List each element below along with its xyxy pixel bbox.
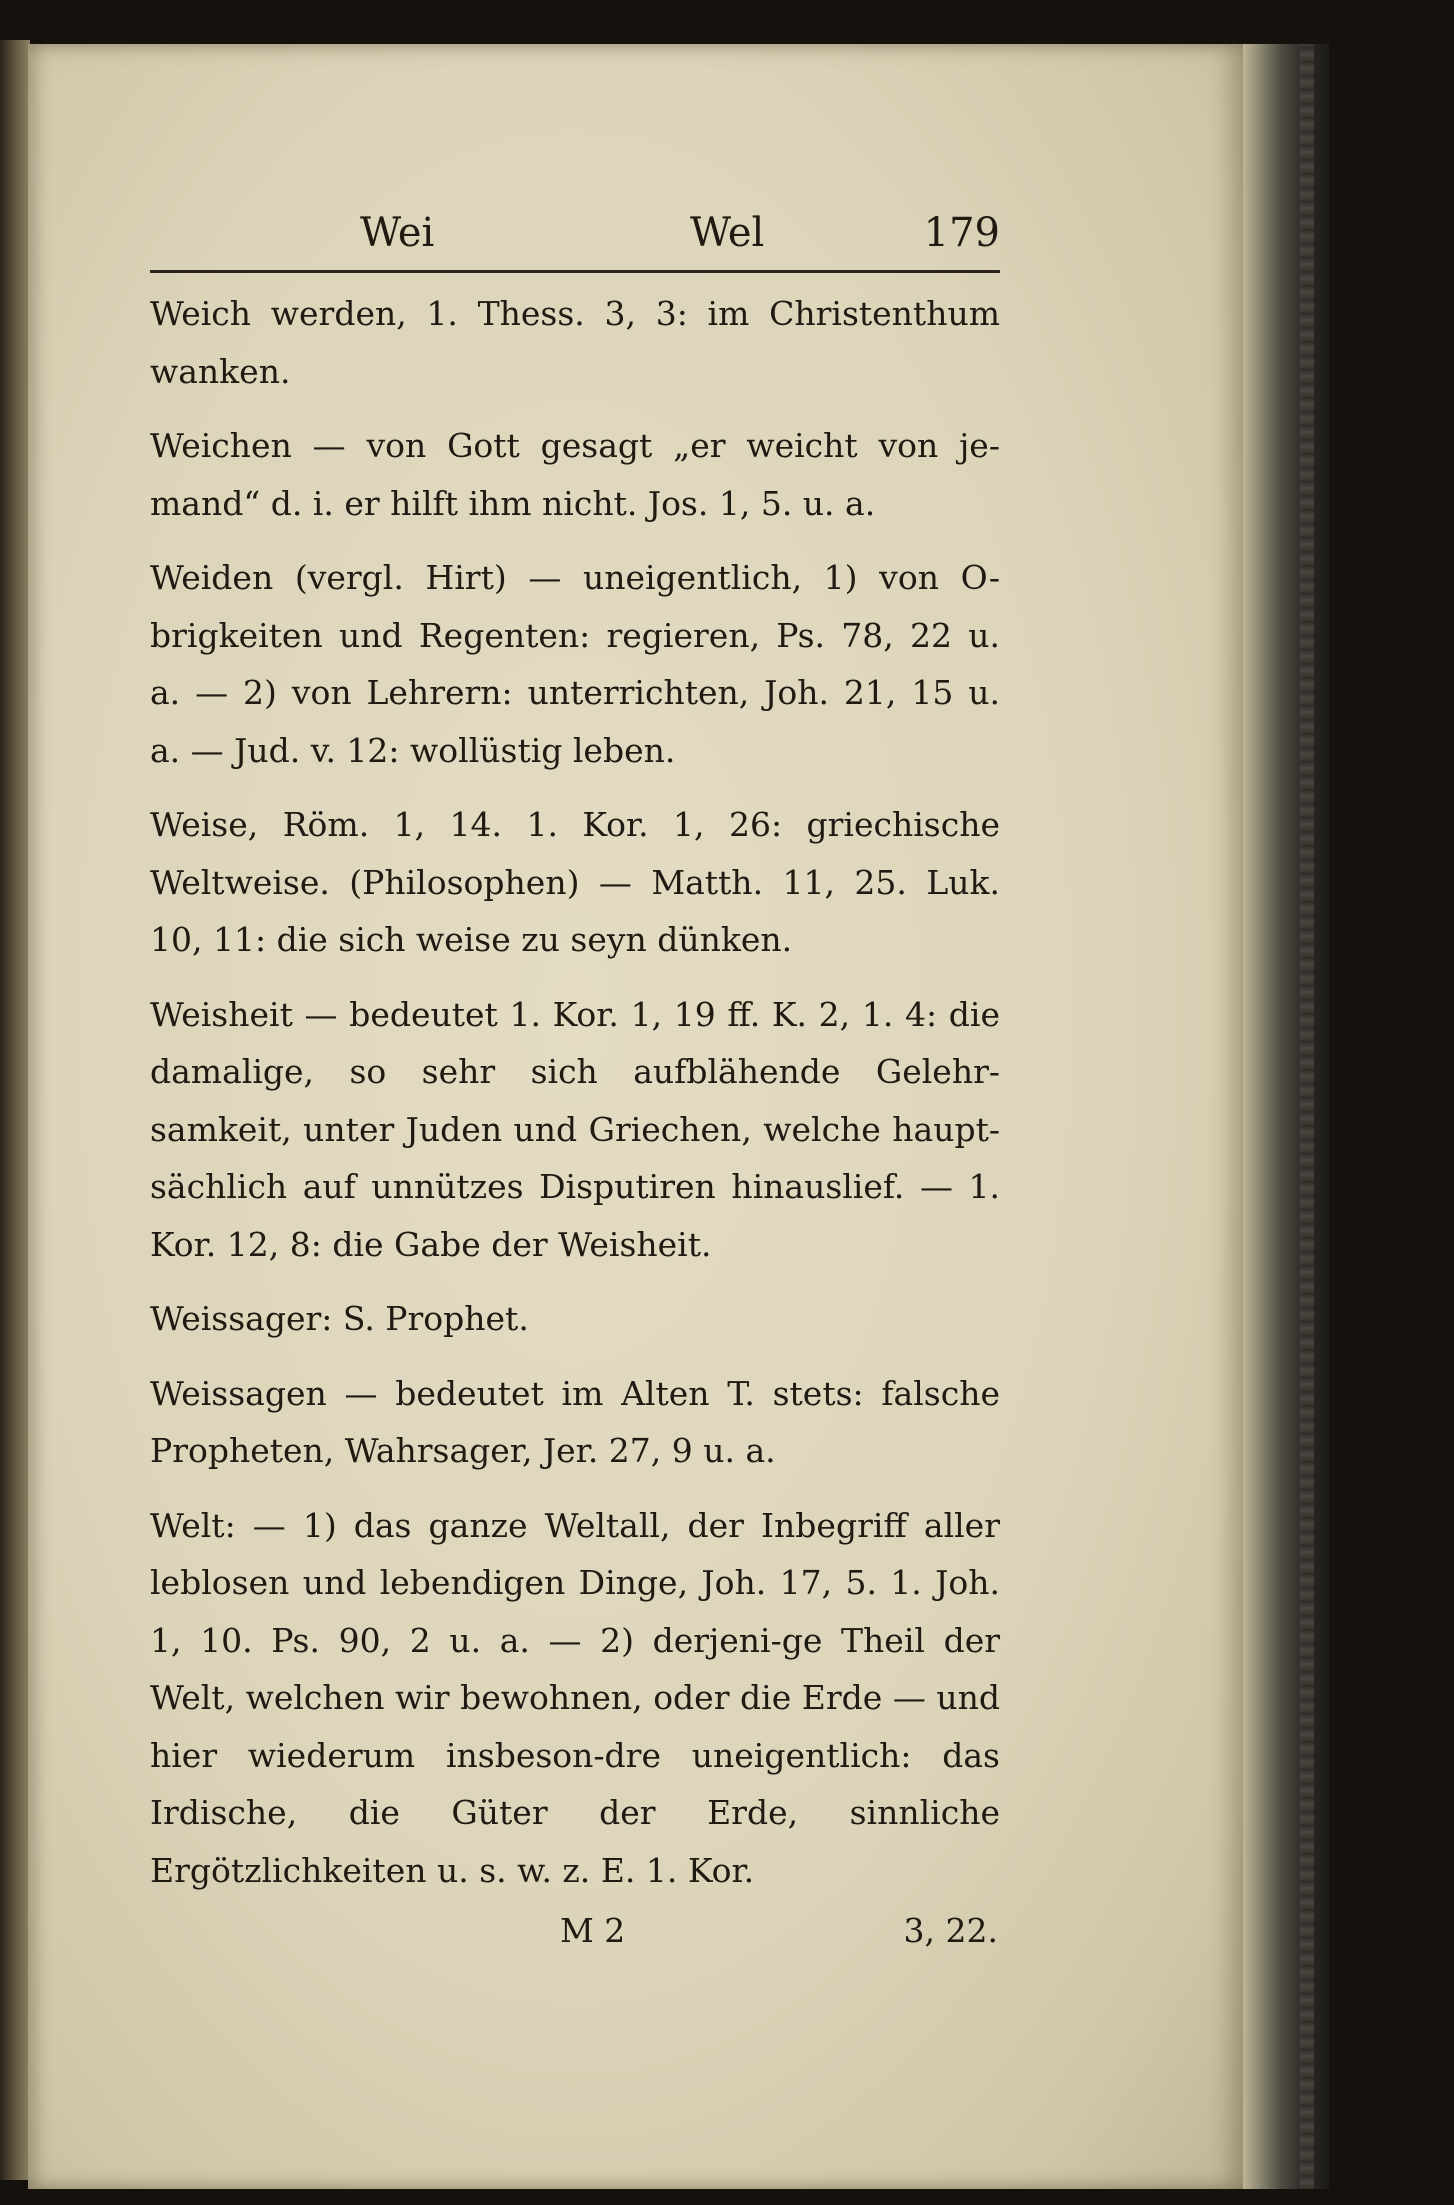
page-footer xyxy=(150,1901,1000,1961)
signature-mark: M 2 xyxy=(560,1911,626,1950)
entry-weiden: Weiden (vergl. Hirt) — uneigentlich, 1) von O-brigkeiten und Regenten: regieren, Ps. 78, 22 u. a. — 2) von Lehrern: unterrichten, Joh. 21, 15 u. a. — Jud. v. 12: wollüstig leben. xyxy=(150,558,1000,770)
header-center-keyword: Wel xyxy=(690,210,765,256)
entry-weisheit: Weisheit — bedeutet 1. Kor. 1, 19 ff. K. 2, 1. 4: die damalige, so sehr sich aufblähende Gelehr-samkeit, unter Juden und Griechen, welche haupt-sächlich auf unnützes Disputiren hinauslief. — 1. Kor. 12, 8: die Gabe der Weisheit. xyxy=(150,994,1000,1264)
spine-binding-edge xyxy=(1300,44,1314,2189)
header-rule xyxy=(150,270,1000,273)
entry-weichen: Weichen — von Gott gesagt „er weicht von je-mand“ d. i. er hilft ihm nicht. Jos. 1, 5. u. a. xyxy=(150,426,1000,523)
text-block xyxy=(150,200,1000,1961)
entry-weich-werden: Weich werden, 1. Thess. 3, 3: im Christenthum wanken. xyxy=(150,294,1000,391)
header-left-keyword: Wei xyxy=(360,210,435,256)
catchword: 3, 22. xyxy=(903,1911,998,1950)
entry-welt: Welt: — 1) das ganze Weltall, der Inbegriff aller leblosen und lebendigen Dinge, Joh. 17, 5. 1. Joh. 1, 10. Ps. 90, 2 u. a. — 2) derjeni-ge Theil der Welt, welchen wir bewohnen, oder die Erde — und hier wiederum insbeson-dre uneigentlich: das Irdische, die Güter der Erde, sinnliche Ergötzlichkeiten u. s. w. z. E. 1. Kor. xyxy=(150,1505,1000,1890)
page-number: 179 xyxy=(923,210,1000,256)
running-header xyxy=(150,200,1000,266)
entry-weissager: Weissager: S. Prophet. xyxy=(150,1299,529,1338)
book-spine xyxy=(1243,44,1329,2189)
facing-page-edge xyxy=(0,40,30,2180)
entry-weise: Weise, Röm. 1, 14. 1. Kor. 1, 26: griechische Weltweise. (Philosophen) — Matth. 11, 25. Luk. 10, 11: die sich weise zu seyn dünken. xyxy=(150,805,1000,959)
entry-weissagen: Weissagen — bedeutet im Alten T. stets: falsche Propheten, Wahrsager, Jer. 27, 9 u. a. xyxy=(150,1373,1000,1470)
